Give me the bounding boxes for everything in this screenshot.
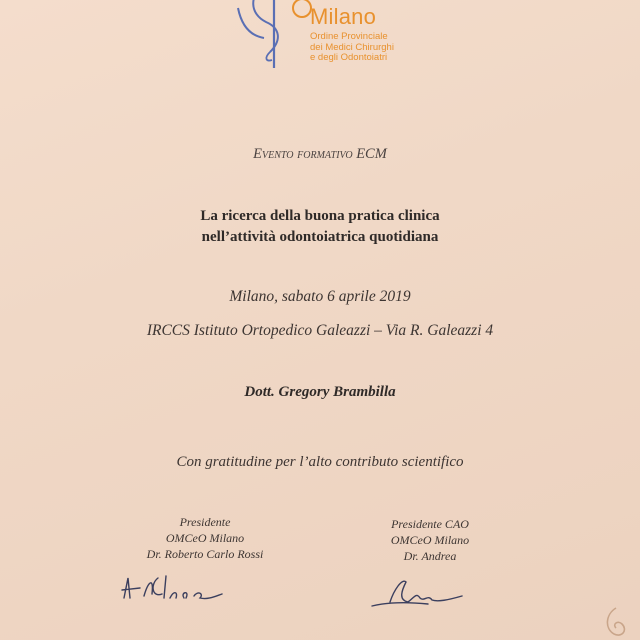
signatory-org: OMCeO Milano	[390, 533, 470, 547]
event-venue: IRCCS Istituto Ortopedico Galeazzi – Via R. Galeazzi 4	[146, 322, 494, 339]
event-title-line: nell’attività odontoiatrica quotidiana	[201, 229, 439, 245]
caduceus-icon	[228, 0, 318, 74]
recipient-name: Dott. Gregory Brambilla	[244, 384, 396, 400]
logo-org-line: e degli Odontoiatri	[310, 52, 388, 63]
event-label-abbr: ECM	[356, 146, 387, 162]
logo-org-name	[310, 32, 430, 64]
signatory-left	[110, 514, 300, 562]
event-label-type: Evento formativo	[253, 146, 353, 162]
signatory-name: Dr. Roberto Carlo Rossi	[146, 547, 264, 561]
signatory-name: Dr. Andrea	[403, 549, 457, 563]
signatory-role: Presidente CAO	[391, 517, 469, 531]
logo-org-line: Ordine Provinciale	[310, 31, 388, 42]
event-title-line: La ricerca della buona pratica clinica	[200, 208, 440, 224]
event-date: Milano, sabato 6 aprile 2019	[229, 288, 411, 305]
logo-org-line: dei Medici Chirurghi	[310, 41, 394, 53]
signature-left	[118, 568, 248, 608]
signature-right	[368, 572, 468, 614]
event-label	[0, 146, 640, 163]
embossed-seal-mark	[598, 604, 638, 640]
signatory-org: OMCeO Milano	[165, 531, 245, 545]
omceo-logo	[228, 0, 408, 74]
acknowledgement-text: Con gratitudine per l’alto contributo scientifico	[176, 454, 464, 470]
signatory-role: Presidente	[179, 515, 231, 529]
signatory-right	[355, 516, 505, 564]
logo-city-name: Milano	[310, 4, 377, 29]
event-title	[0, 206, 640, 248]
